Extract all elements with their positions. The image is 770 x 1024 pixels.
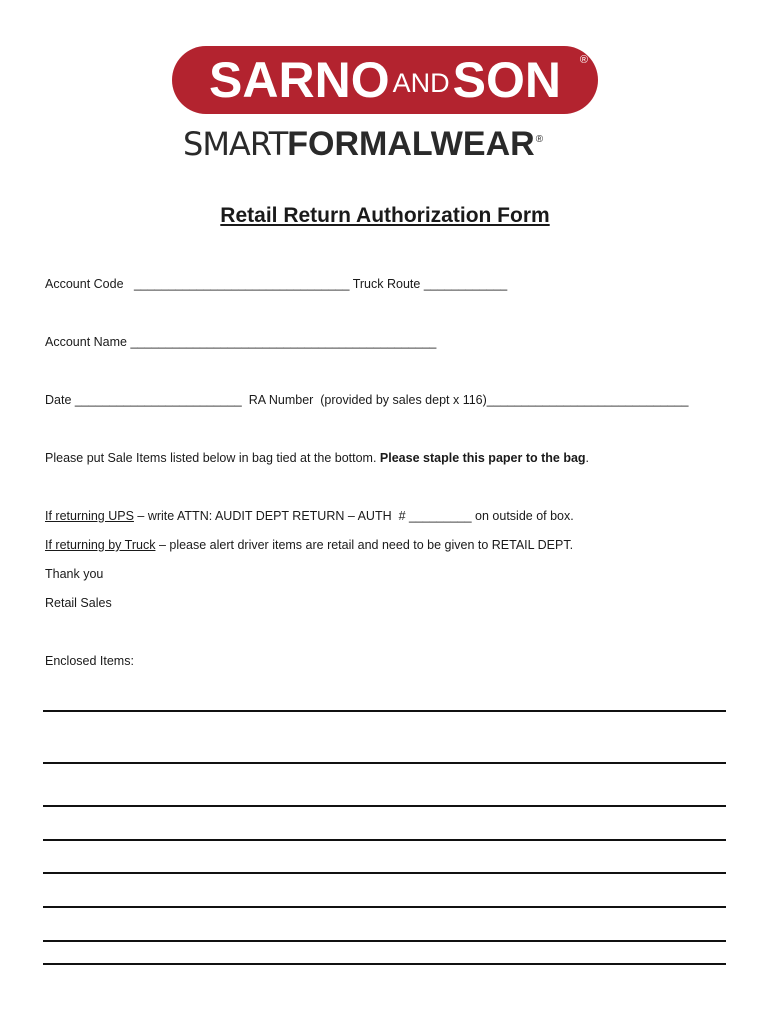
enclosed-item-line[interactable] (43, 762, 726, 764)
staple-instruction: Please staple this paper to the bag (379, 451, 586, 465)
signature-text: Retail Sales (45, 596, 112, 610)
ra-number-label: RA Number (provided by sales dept x 116) (248, 393, 487, 407)
truck-instruction (45, 538, 573, 552)
logo-word-and: AND (392, 67, 450, 98)
truck-instruction-text: – please alert driver items are retail and need to be given to RETAIL DEPT. (155, 538, 574, 552)
bag-instruction (45, 451, 589, 465)
truck-route-label: Truck Route (352, 277, 421, 291)
enclosed-item-line[interactable] (43, 872, 726, 874)
account-name-field[interactable]: ____________________________________________ (130, 335, 437, 349)
date-field[interactable]: ________________________ (74, 393, 242, 407)
ups-heading: If returning UPS (45, 509, 134, 523)
account-name-label: Account Name (45, 335, 127, 349)
company-logo (172, 46, 598, 114)
logo-subtitle-registered-mark: ® (535, 134, 543, 145)
truck-route-field[interactable]: ____________ (423, 277, 508, 291)
truck-heading: If returning by Truck (45, 538, 156, 552)
form-title: Retail Return Authorization Form (220, 204, 550, 227)
account-code-label: Account Code (45, 277, 124, 291)
ups-instruction (45, 509, 574, 523)
enclosed-item-line[interactable] (43, 906, 726, 908)
bag-instruction-end: . (585, 451, 590, 465)
ups-instruction-text: – write ATTN: AUDIT DEPT RETURN – AUTH # _________ on outside of box. (133, 509, 574, 523)
enclosed-item-line[interactable] (43, 805, 726, 807)
enclosed-item-line[interactable] (43, 839, 726, 841)
date-label: Date (45, 393, 72, 407)
enclosed-item-line[interactable] (43, 963, 726, 965)
logo-subtitle-formalwear: FORMALWEAR (287, 125, 535, 163)
account-code-row (45, 277, 507, 291)
enclosed-items-label: Enclosed Items: (45, 654, 134, 668)
account-name-row (45, 335, 436, 349)
logo-word-son: SON (452, 52, 561, 108)
logo-word-sarno: SARNO (209, 52, 390, 108)
logo-subtitle (183, 124, 603, 164)
enclosed-item-line[interactable] (43, 940, 726, 942)
bag-instruction-text: Please put Sale Items listed below in bag tied at the bottom. (45, 451, 380, 465)
ra-number-field[interactable]: _____________________________ (486, 393, 689, 407)
thank-you-text: Thank you (45, 567, 104, 581)
date-ra-row (45, 393, 688, 407)
logo-registered-mark: ® (579, 54, 588, 66)
account-code-field[interactable]: _______________________________ (133, 277, 350, 291)
logo-subtitle-smart: SMART (183, 125, 288, 163)
enclosed-item-line[interactable] (43, 710, 726, 712)
